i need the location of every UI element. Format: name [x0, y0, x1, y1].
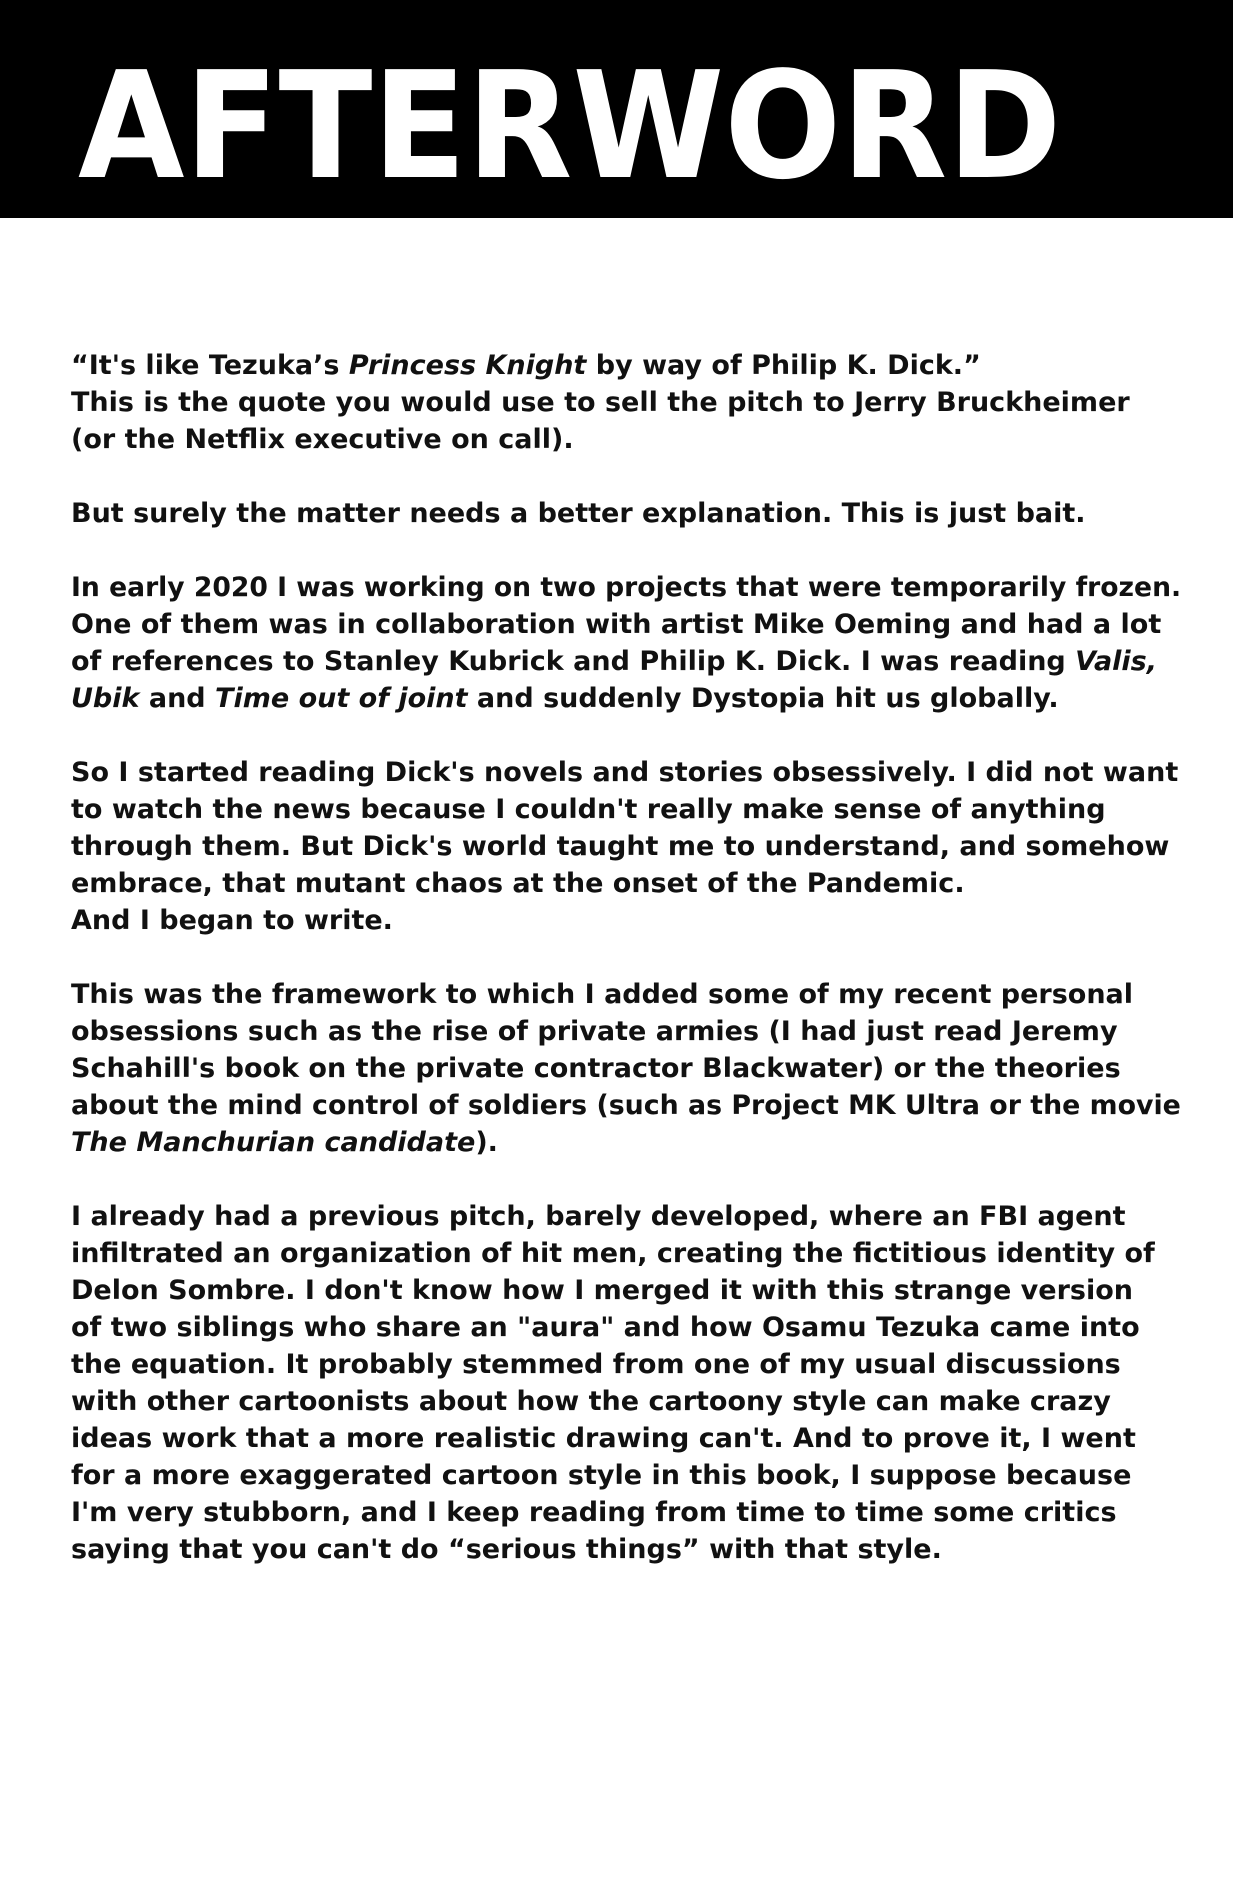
text-run: (or the Netflix executive on call). [71, 424, 574, 455]
text-run: embrace, that mutant chaos at the onset of the Pandemic. [71, 868, 965, 899]
text-line [71, 1346, 1181, 1383]
text-run: obsessions such as the rise of private armies (I had just read Jeremy [71, 1016, 1118, 1047]
text-run: of references to Stanley Kubrick and Philip K. Dick. I was reading [71, 646, 1076, 677]
text-line [71, 384, 1181, 421]
text-run: ideas work that a more realistic drawing can't. And to prove it, I went [71, 1423, 1136, 1454]
title-banner [0, 0, 1233, 218]
text-run: the equation. It probably stemmed from one of my usual discussions [71, 1349, 1121, 1380]
italic-title: Valis, [1075, 646, 1158, 677]
italic-title: The Manchurian candidate [71, 1127, 476, 1158]
text-line [71, 1420, 1181, 1457]
text-run: One of them was in collaboration with artist Mike Oeming and had a lot [71, 609, 1162, 640]
text-run: This was the framework to which I added some of my recent personal [71, 979, 1134, 1010]
paragraph [71, 495, 1181, 532]
text-line [71, 791, 1181, 828]
text-run: for a more exaggerated cartoon style in this book, I suppose because [71, 1460, 1132, 1491]
text-line [71, 1050, 1181, 1087]
text-line [71, 1013, 1181, 1050]
text-line [71, 1494, 1181, 1531]
text-run: through them. But Dick's world taught me to understand, and somehow [71, 831, 1170, 862]
text-run: and suddenly Dystopia hit us globally. [467, 683, 1059, 714]
text-run: And I began to write. [71, 905, 393, 936]
text-run: about the mind control of soldiers (such as Project MK Ultra or the movie [71, 1090, 1181, 1121]
text-run: Schahill's book on the private contractor Blackwater) or the theories [71, 1053, 1121, 1084]
text-line [71, 1309, 1181, 1346]
text-line [71, 865, 1181, 902]
text-line [71, 902, 1181, 939]
paragraph [71, 569, 1181, 717]
text-run: I already had a previous pitch, barely developed, where an FBI agent [71, 1201, 1126, 1232]
text-run: of two siblings who share an "aura" and how Osamu Tezuka came into [71, 1312, 1140, 1343]
text-line [71, 1124, 1181, 1161]
text-line [71, 1531, 1181, 1568]
text-run: Delon Sombre. I don't know how I merged it with this strange version [71, 1275, 1134, 1306]
text-run: to watch the news because I couldn't really make sense of anything [71, 794, 1106, 825]
text-run: I'm very stubborn, and I keep reading from time to time some critics [71, 1497, 1117, 1528]
text-line [71, 680, 1181, 717]
text-run: So I started reading Dick's novels and stories obsessively. I did not want [71, 757, 1179, 788]
paragraph [71, 976, 1181, 1161]
text-line [71, 1457, 1181, 1494]
text-line [71, 1235, 1181, 1272]
text-run: by way of Philip K. Dick.” [586, 350, 981, 381]
text-line [71, 495, 1181, 532]
italic-title: Princess Knight [348, 350, 587, 381]
text-line [71, 828, 1181, 865]
text-line [71, 1198, 1181, 1235]
text-run: In early 2020 I was working on two projects that were temporarily frozen. [71, 572, 1182, 603]
text-line [71, 1383, 1181, 1420]
text-run: ). [475, 1127, 498, 1158]
page-title: AFTERWORD [78, 40, 1062, 212]
afterword-body [71, 347, 1181, 1605]
text-run: and [139, 683, 216, 714]
text-line [71, 421, 1181, 458]
text-line [71, 606, 1181, 643]
text-run: infiltrated an organization of hit men, creating the fictitious identity of [71, 1238, 1155, 1269]
text-line [71, 976, 1181, 1013]
paragraph [71, 1198, 1181, 1568]
text-run: This is the quote you would use to sell the pitch to Jerry Bruckheimer [71, 387, 1130, 418]
text-line [71, 754, 1181, 791]
text-run: with other cartoonists about how the cartoony style can make crazy [71, 1386, 1111, 1417]
text-line [71, 347, 1181, 384]
paragraph [71, 754, 1181, 939]
paragraph [71, 347, 1181, 458]
text-line [71, 1087, 1181, 1124]
text-line [71, 569, 1181, 606]
text-line [71, 643, 1181, 680]
text-run: saying that you can't do “serious things” with that style. [71, 1534, 942, 1565]
italic-title: Ubik [71, 683, 140, 714]
italic-title: Time out of joint [215, 683, 468, 714]
text-run: “It's like Tezuka’s [71, 350, 349, 381]
text-run: But surely the matter needs a better explanation. This is just bait. [71, 498, 1086, 529]
text-line [71, 1272, 1181, 1309]
